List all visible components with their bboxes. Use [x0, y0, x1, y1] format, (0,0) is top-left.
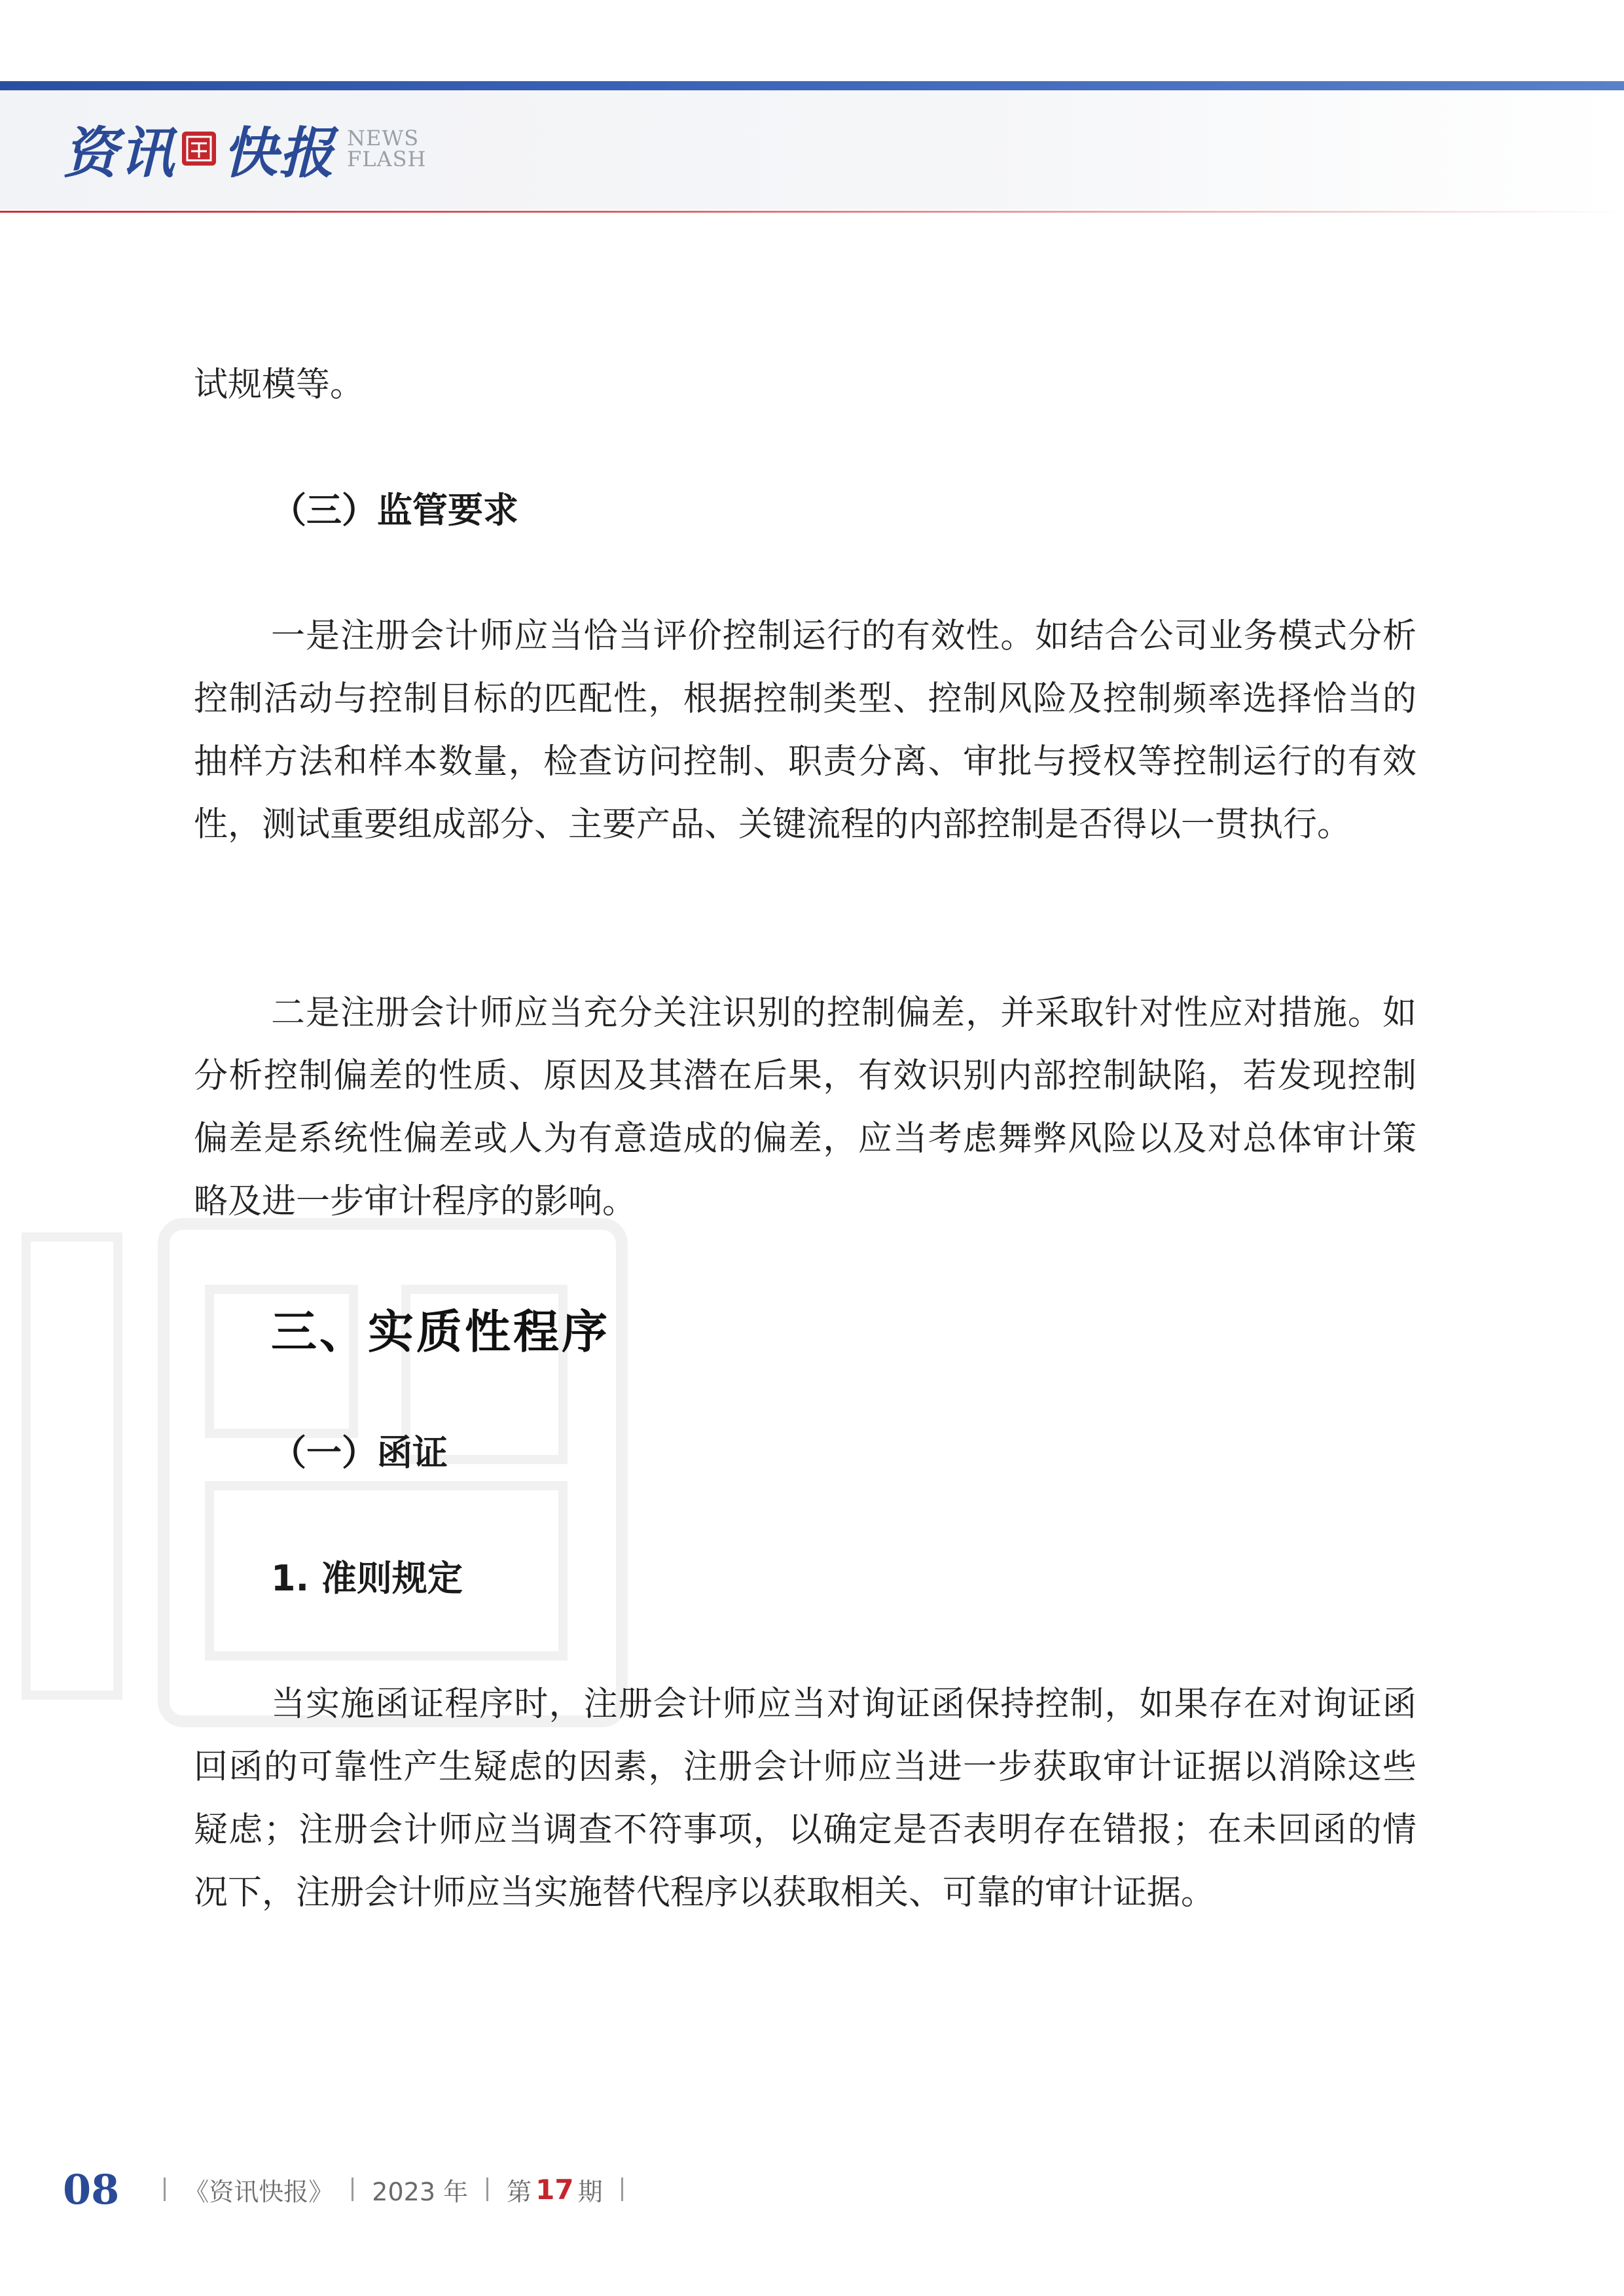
issue-year: 2023 年: [372, 2177, 469, 2206]
logo-en-flash: FLASH: [347, 147, 427, 171]
paragraph-confirmation-procedure: 当实施函证程序时，注册会计师应当对询证函保持控制，如果存在对询证函回函的可靠性产生疑虑的因素，注册会计师应当进一步获取审计证据以消除这些疑虑；注册会计师应当调查不符事项，以确定是否表明存在错报；在未回函的情况下，注册会计师应当实施替代程序以获取相关、可靠的审计证据。: [194, 1685, 1416, 1912]
page-number: 08: [63, 2165, 120, 2214]
paragraph-second-requirement: 二是注册会计师应当充分关注识别的控制偏差，并采取针对性应对措施。如分析控制偏差的性质、原因及其潜在后果，有效识别内部控制缺陷，若发现控制偏差是系统性偏差或人为有意造成的偏差，应当考虑舞弊风险以及对总体审计策略及进一步审计程序的影响。: [194, 994, 1416, 1221]
divider: [621, 2178, 623, 2201]
paragraph-first-requirement: 一是注册会计师应当恰当评价控制运行的有效性。如结合公司业务模式分析控制活动与控制目标的匹配性，根据控制类型、控制风险及控制频率选择恰当的抽样方法和样本数量，检查访问控制、职责分离、审批与授权等控制运行的有效性，测试重要组成部分、主要产品、关键流程的内部控制是否得以一贯执行。: [194, 617, 1416, 844]
subheading-supervision: （三）监管要求: [271, 490, 518, 531]
publication-logo: [63, 113, 426, 185]
logo-en-news: NEWS: [347, 126, 420, 151]
logo-text-right: 快报: [223, 120, 336, 185]
logo-english: [347, 128, 426, 170]
subheading-confirmation: （一）函证: [271, 1432, 448, 1473]
publication-name: 《资讯快报》: [184, 2177, 334, 2206]
page-footer: [63, 2160, 641, 2219]
logo-text-left: 资讯: [63, 120, 176, 185]
issue-prefix: 第: [507, 2177, 532, 2206]
issue-suffix: 期: [577, 2177, 603, 2206]
header-rule: [0, 211, 1624, 213]
section-heading-substantive: 三、实质性程序: [271, 1305, 610, 1359]
header-top-bar: [0, 81, 1624, 90]
divider: [352, 2178, 353, 2201]
paragraph-continuation: 试规模等。: [194, 365, 365, 404]
point-heading-standards: 1. 准则规定: [271, 1558, 463, 1599]
seal-icon: [182, 132, 216, 166]
issue-number: 17: [535, 2173, 574, 2206]
divider: [164, 2178, 166, 2201]
divider: [486, 2178, 488, 2201]
